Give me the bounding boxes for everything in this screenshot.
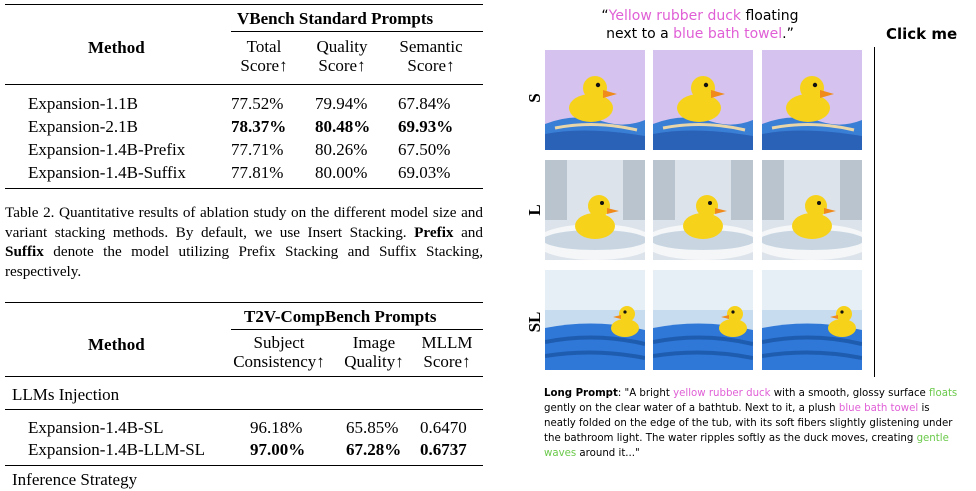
long-prompt-text: is neatly folded on the edge of the tub, with its soft fibers slightly glistening under the bathroom light. The water ripples softly as the duck moves, creating [544, 403, 953, 444]
frame-s-1 [545, 50, 645, 150]
row-method: Expansion-2.1B [28, 117, 139, 136]
row-semantic: 67.50% [398, 140, 451, 159]
row-method: Expansion-1.4B-Prefix [28, 140, 186, 159]
row-subject: 96.18% [250, 418, 303, 437]
row-method: Expansion-1.4B-Suffix [28, 163, 186, 182]
row-quality: 79.94% [315, 94, 368, 113]
long-prompt-text: : "A bright [617, 388, 674, 399]
row-total: 78.37% [231, 117, 287, 136]
long-prompt [544, 386, 964, 461]
caption-and: and [453, 223, 483, 241]
col-quality-line2: Score↑ [318, 56, 366, 75]
prompt-text: next to a [606, 26, 674, 42]
table2-method-header: Method [88, 335, 145, 354]
row-total: 77.71% [231, 140, 284, 159]
long-prompt-keyword: gentle waves [544, 433, 949, 459]
col-image-line2: Quality↑ [344, 352, 404, 371]
long-prompt-keyword: yellow rubber duck [673, 388, 771, 399]
table2-section2-rule [5, 465, 483, 466]
col-mllm-line2: Score↑ [423, 352, 471, 371]
row-mllm: 0.6737 [420, 440, 467, 459]
table2-header-rule [5, 376, 483, 377]
col-quality-line1: Quality [316, 37, 368, 56]
row-label-l: L [525, 204, 544, 216]
col-subject-line1: Subject [253, 333, 305, 352]
row-quality: 80.48% [315, 117, 371, 136]
table2-col-subject [224, 333, 334, 371]
table2-group-header: T2V-CompBench Prompts [244, 307, 437, 326]
frame-l-1 [545, 160, 645, 260]
row-semantic: 69.93% [398, 117, 454, 136]
row-image: 67.28% [346, 440, 402, 459]
row-total: 77.81% [231, 163, 284, 182]
long-prompt-keyword: blue bath towel [838, 403, 919, 414]
table1-top-rule [5, 4, 483, 5]
long-prompt-text: gently on the clear water of a bathtub. Next to it, a plush [544, 403, 839, 414]
caption-prefix: Prefix [414, 223, 454, 241]
table2-col-mllm [414, 333, 480, 371]
caption-text-end: denote the model utilizing Prefix Stacking and Suffix Stacking, respectively. [5, 243, 483, 280]
col-total-line2: Score↑ [240, 56, 288, 75]
row-method: Expansion-1.1B [28, 94, 139, 113]
frame-sl-2 [653, 270, 753, 370]
table2-section-rule [5, 409, 483, 410]
col-image-line1: Image [352, 333, 396, 352]
caption-suffix: Suffix [5, 243, 44, 260]
section-llms-injection: LLMs Injection [12, 385, 120, 404]
table-caption [5, 203, 483, 281]
col-semantic-line1: Semantic [399, 37, 463, 56]
click-me-button[interactable]: Click me [886, 25, 958, 43]
table1-header-rule [5, 84, 483, 85]
row-subject: 97.00% [250, 440, 306, 459]
long-prompt-text: around it..." [576, 448, 640, 459]
prompt-quote-end: .” [782, 26, 794, 42]
long-prompt-label: Long Prompt [544, 388, 618, 399]
table2-top-rule [5, 302, 483, 303]
row-semantic: 69.03% [398, 163, 451, 182]
row-total: 77.52% [231, 94, 284, 113]
table1-bottom-rule [5, 188, 483, 189]
prompt-text: floating [741, 8, 799, 24]
frame-sl-1 [545, 270, 645, 370]
table1-col-semantic [388, 37, 474, 75]
row-method: Expansion-1.4B-SL [28, 418, 164, 437]
row-mllm: 0.6470 [420, 418, 467, 437]
table1-group-rule [231, 31, 483, 32]
figure-prompt [560, 7, 840, 43]
frame-s-3 [762, 50, 862, 150]
row-label-s: S [525, 93, 544, 103]
section-inference-strategy: Inference Strategy [12, 470, 138, 489]
table1-group-header: VBench Standard Prompts [237, 9, 434, 28]
frame-s-2 [653, 50, 753, 150]
frame-l-2 [653, 160, 753, 260]
row-method: Expansion-1.4B-LLM-SL [28, 440, 206, 459]
prompt-keyword-duck: Yellow rubber duck [608, 8, 742, 24]
col-mllm-line1: MLLM [421, 333, 473, 352]
col-semantic-line2: Score↑ [407, 56, 455, 75]
caption-text: Table 2. Quantitative results of ablation study on the different model size and variant stacking methods. By default, we use Insert Stacking. [5, 204, 483, 241]
long-prompt-text: with a smooth, glossy surface [770, 388, 930, 399]
frame-l-3 [762, 160, 862, 260]
table1-method-header: Method [88, 38, 145, 57]
table2-group-rule [231, 329, 483, 330]
prompt-quote: “ [601, 8, 609, 24]
row-quality: 80.26% [315, 140, 368, 159]
figure-divider [874, 47, 875, 377]
row-quality: 80.00% [315, 163, 368, 182]
row-image: 65.85% [346, 418, 399, 437]
frame-sl-3 [762, 270, 862, 370]
col-total-line1: Total [246, 37, 282, 56]
row-semantic: 67.84% [398, 94, 451, 113]
table1-col-quality [306, 37, 378, 75]
row-label-sl: SL [525, 311, 544, 333]
prompt-keyword-towel: blue bath towel [673, 26, 783, 42]
table2-col-image [334, 333, 414, 371]
col-subject-line2: Consistency↑ [233, 352, 325, 371]
table1-col-total [228, 37, 300, 75]
long-prompt-keyword: floats [929, 388, 958, 399]
